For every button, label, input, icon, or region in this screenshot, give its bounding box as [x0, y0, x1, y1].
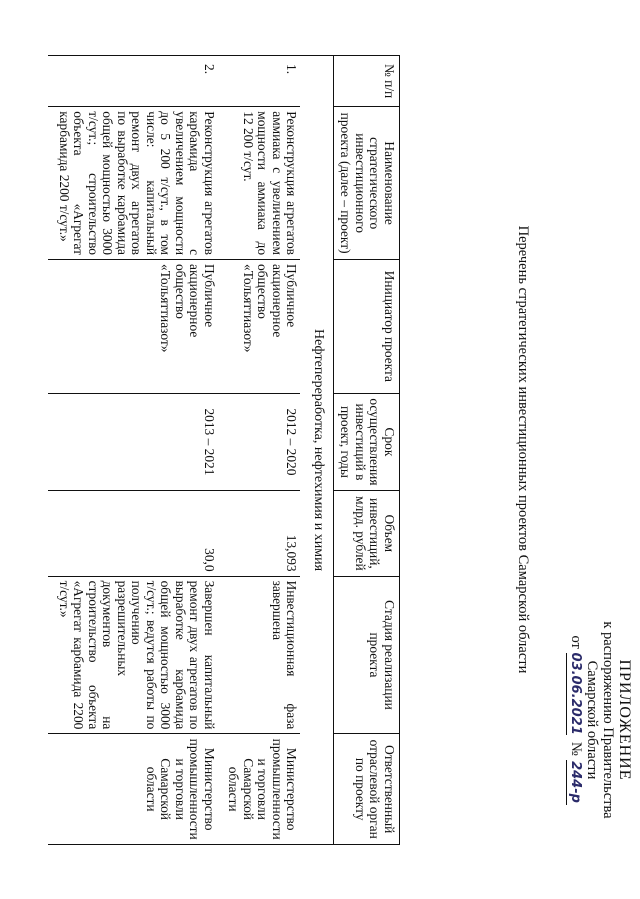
project-volume: 13,093 [218, 491, 301, 576]
header-project-name: Наименование стратегического инвестиционного проекта (далее – проект) [334, 107, 400, 260]
project-name: Реконструкция агрегатов аммиака с увеличением мощности аммиака до 12 200 т/сут. [218, 107, 301, 260]
table-row [218, 56, 301, 845]
table-row [49, 56, 219, 845]
project-initiator: Публичное акционерное общество «Тольяттиазот» [218, 260, 301, 394]
project-responsible-body: Министерство промышленности и торговли Самарской области [49, 734, 219, 845]
project-stage: Завершен капитальный ремонт двух агрегатов по выработке карбамида общей мощностью 3000 т/сут.; ведутся работы по получению разрешительных документов на строительство объекта «Агрегат карбамида 2200 т/сут.» [49, 576, 219, 734]
appendix-date-line [566, 585, 584, 855]
header-initiator: Инициатор проекта [334, 260, 400, 394]
project-stage: Инвестиционная фаза завершена [218, 576, 301, 734]
handwritten-number: 244-р [568, 761, 583, 803]
header-responsible-body: Ответственный отраслевой орган по проекту [334, 734, 400, 845]
document-title: Перечень стратегических инвестиционных проектов Самарской области [515, 225, 531, 674]
project-period: 2012 – 2020 [218, 393, 301, 490]
appendix-stamp [566, 585, 632, 855]
project-period: 2013 – 2021 [49, 393, 219, 490]
row-number: 2. [49, 56, 219, 107]
appendix-line1: к распоряжению Правительства [600, 621, 616, 819]
header-period: Срок осуществления инвестиций в проект, годы [334, 393, 400, 490]
project-volume: 30,0 [49, 491, 219, 576]
number-prefix: № [568, 742, 584, 756]
section-row [301, 56, 334, 845]
table-header-row [334, 56, 400, 845]
projects-table [49, 55, 401, 845]
section-title: Нефтепереработка, нефтехимия и химия [301, 56, 334, 845]
project-name: Реконструкция агрегатов карбамида с увеличением мощности до 5 200 т/сут., в том числе: капитальный ремонт двух агрегатов по выработке карбамида общей мощностью 3000 т/сут.; строительство объекта «Агрегат карбамида 2200 т/сут.» [49, 107, 219, 260]
header-volume: Объем инвестиций, млрд. рублей [334, 491, 400, 576]
appendix-line2: Самарской области [584, 660, 600, 780]
project-initiator: Публичное акционерное общество «Тольяттиазот» [49, 260, 219, 394]
header-stage: Стадия реализации проекта [334, 576, 400, 734]
handwritten-date: 03.06.2021 [568, 652, 583, 735]
appendix-title: ПРИЛОЖЕНИЕ [616, 659, 633, 781]
header-number: № п/п [334, 56, 400, 107]
date-prefix: от [568, 635, 584, 649]
project-responsible-body: Министерство промышленности и торговли Самарской области [218, 734, 301, 845]
row-number: 1. [218, 56, 301, 107]
